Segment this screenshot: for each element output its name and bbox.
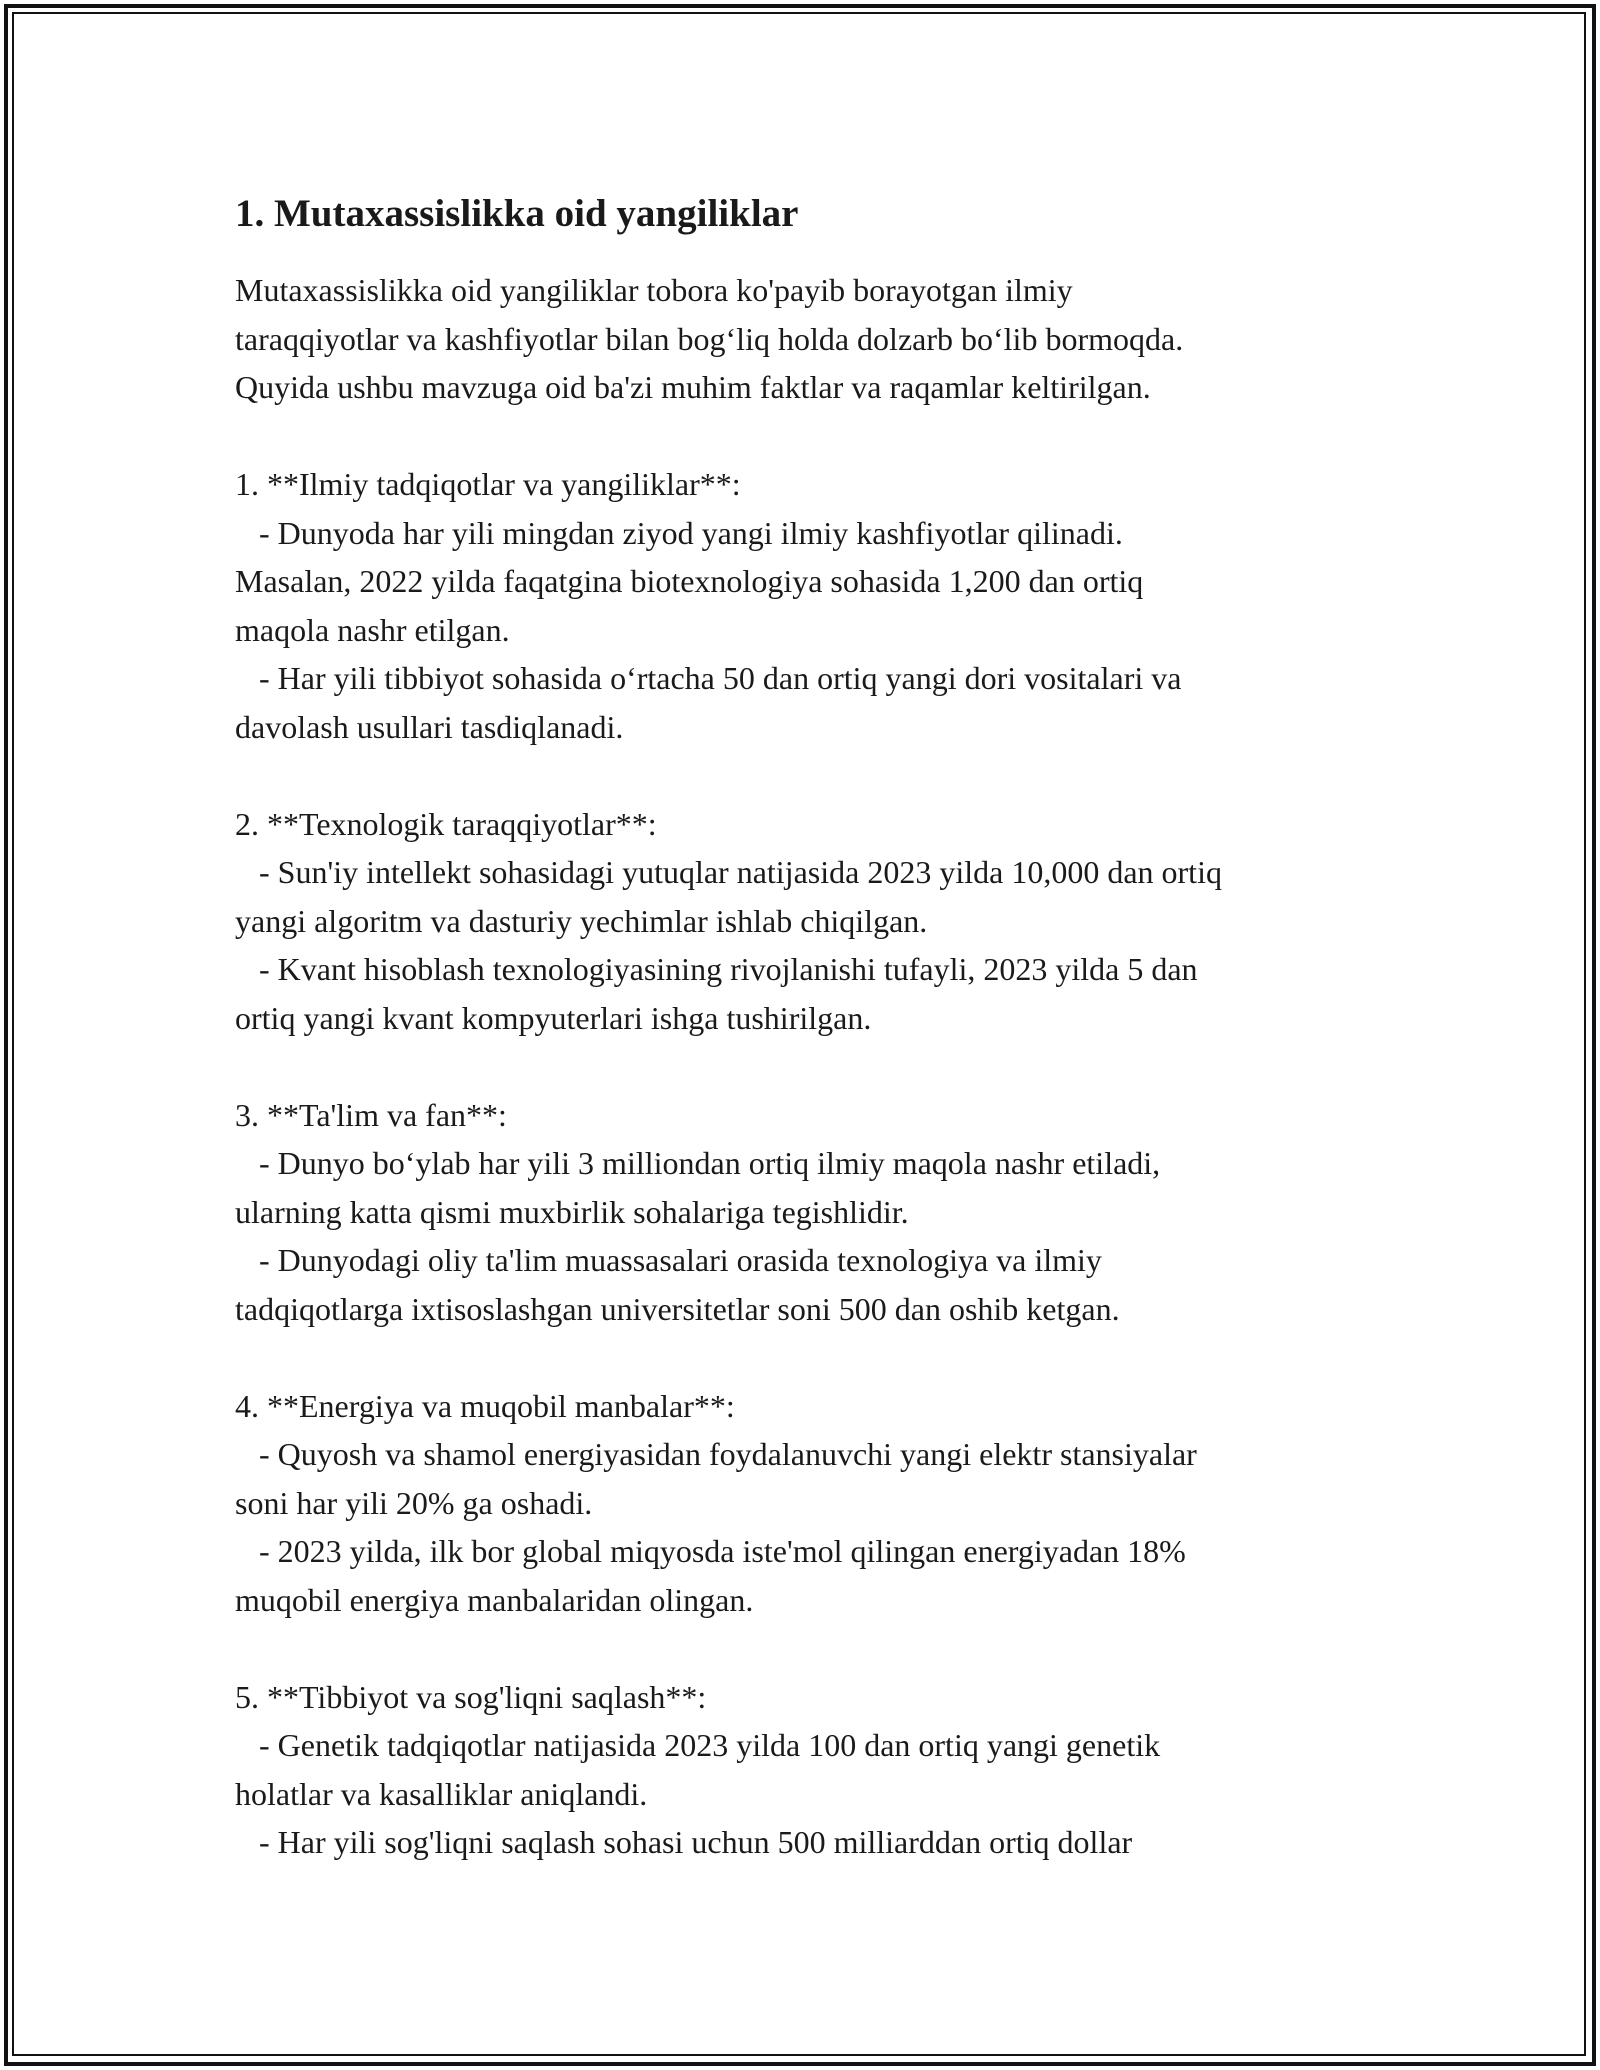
document-heading: 1. Mutaxassislikka oid yangiliklar [235,192,799,235]
document-content [235,186,1415,1867]
document-body: Mutaxassislikka oid yangiliklar tobora ko'payib borayotgan ilmiy taraqqiyotlar va kashfiyotlar bilan bog‘liq holda dolzarb bo‘lib bormoqda. Quyida ushbu mavzuga oid ba'zi muhim faktlar va raqamlar keltirilgan. 1. **Ilmiy tadqiqotlar va yangiliklar**: - Dunyoda har yili mingdan ziyod yangi ilmiy kashfiyotlar qilinadi. Masalan, 2022 yilda faqatgina biotexnologiya sohasida 1,200 dan ortiq maqola nashr etilgan. - Har yili tibbiyot sohasida o‘rtacha 50 dan ortiq yangi dori vositalari va davolash usullari tasdiqlanadi. 2. **Texnologik taraqqiyotlar**: - Sun'iy intellekt sohasidagi yutuqlar natijasida 2023 yilda 10,000 dan ortiq yangi algoritm va dasturiy yechimlar ishlab chiqilgan. - Kvant hisoblash texnologiyasining rivojlanishi tufayli, 2023 yilda 5 dan ortiq yangi kvant kompyuterlari ishga tushirilgan. 3. **Ta'lim va fan**: - Dunyo bo‘ylab har yili 3 milliondan ortiq ilmiy maqola nashr etiladi, ularning katta qismi muxbirlik sohalariga tegishlidir. - Dunyodagi oliy ta'lim muassasalari orasida texnologiya va ilmiy tadqiqotlarga ixtisoslashgan universitetlar soni 500 dan oshib ketgan. 4. **Energiya va muqobil manbalar**: - Quyosh va shamol energiyasidan foydalanuvchi yangi elektr stansiyalar soni har yili 20% ga oshadi. - 2023 yilda, ilk bor global miqyosda iste'mol qilingan energiyadan 18% muqobil energiya manbalaridan olingan. 5. **Tibbiyot va sog'liqni saqlash**: - Genetik tadqiqotlar natijasida 2023 yilda 100 dan ortiq yangi genetik holatlar va kasalliklar aniqlandi. - Har yili sog'liqni saqlash sohasi uchun 500 milliarddan ortiq dollar [235,272,1222,1860]
